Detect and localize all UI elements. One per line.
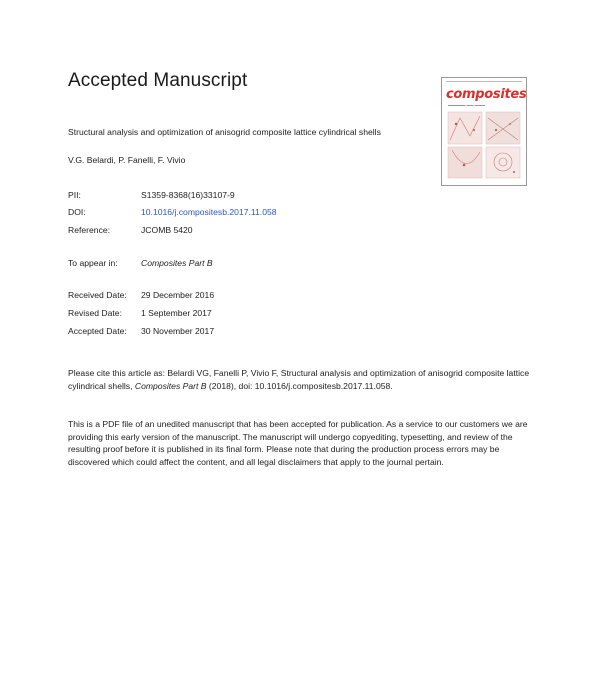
to-appear-label: To appear in: [68,258,118,268]
cover-brand-title: composites [446,87,527,102]
cover-header-rule [446,81,522,85]
revised-date-value: 1 September 2017 [141,308,212,318]
manuscript-heading: Accepted Manuscript [68,70,248,91]
cover-subtitle-line: ▬▬▬▬▬ ▬▬ ▬▬▬ [448,103,485,107]
to-appear-journal: Composites Part B [141,258,213,268]
pii-label: PII: [68,190,81,200]
reference-value: JCOMB 5420 [141,225,193,235]
pii-value: S1359-8368(16)33107-9 [141,190,235,200]
citation-suffix: (2018), doi: 10.1016/j.compositesb.2017.11.058. [206,380,393,391]
doi-link[interactable]: 10.1016/j.compositesb.2017.11.058 [141,207,277,217]
doi-label: DOI: [68,207,86,217]
received-date-label: Received Date: [68,290,127,300]
received-date-value: 29 December 2016 [141,290,215,300]
accepted-date-value: 30 November 2017 [141,326,215,336]
reference-label: Reference: [68,225,111,235]
accepted-date-label: Accepted Date: [68,326,127,336]
cover-artwork [446,110,522,180]
citation-prefix: Please cite this article as: Belardi VG, Fanelli P, Vivio F, Structural analysis and optimization of anisogrid composite lattice cylindrical shells, [68,368,530,391]
citation-paragraph [68,367,538,392]
journal-cover-thumbnail [441,77,527,186]
article-title: Structural analysis and optimization of anisogrid composite lattice cylindrical shells [68,127,381,137]
revised-date-label: Revised Date: [68,308,122,318]
authors: V.G. Belardi, P. Fanelli, F. Vivio [68,155,186,165]
notice-paragraph: This is a PDF file of an unedited manuscript that has been accepted for publication. As a service to our customers we are providing this early version of the manuscript. The manuscript will undergo copyediting, typesetting, and review of the resulting proof before it is published in its final form. Please note that during the production process errors may be discovered which could affect the content, and all legal disclaimers that apply to the journal pertain. [68,419,528,467]
citation-journal: Composites Part B [134,380,207,391]
